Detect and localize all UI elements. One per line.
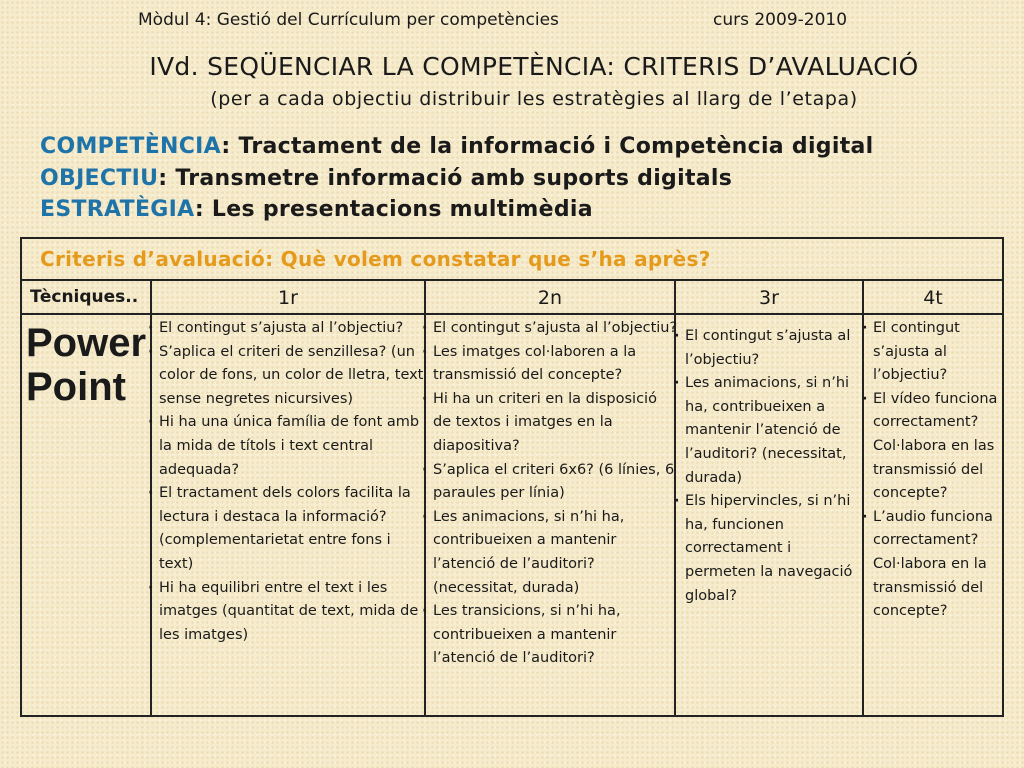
- cell-1r: [148, 317, 424, 647]
- list-item: · El contingut s’ajusta al l’objectiu?: [674, 325, 858, 372]
- cell-3r: [674, 325, 858, 608]
- competencia-key: COMPETÈNCIA: [40, 134, 222, 159]
- table-rule-header: [22, 313, 1002, 315]
- list-item: · El tractament dels colors facilita la lectura i destaca la informació? (complementarietat entre fons i text): [148, 482, 424, 576]
- objectiu-value: Transmetre informació amb suports digitals: [175, 166, 733, 191]
- list-item: · El contingut s’ajusta al l’objectiu?: [862, 317, 1002, 388]
- technique-line-2: Point: [26, 365, 126, 409]
- competencia-value: Tractament de la informació i Competència digital: [238, 134, 874, 159]
- list-item: · Les imatges col·laboren a la transmissió del concepte?: [422, 341, 678, 388]
- objectiu-key: OBJECTIU: [40, 166, 159, 191]
- table-rule-top: [22, 279, 1002, 281]
- list-item: · El contingut s’ajusta al l’objectiu?: [422, 317, 678, 341]
- list-item: · S’aplica el criteri 6x6? (6 línies, 6 paraules per línia): [422, 459, 678, 506]
- criteria-heading: Criteris d’avaluació: Què volem constatar que s’ha après?: [40, 247, 711, 271]
- slide-subtitle: (per a cada objectiu distribuir les estratègies al llarg de l’etapa): [210, 88, 858, 110]
- column-header-3r: 3r: [759, 287, 779, 309]
- column-header-1r: 1r: [278, 287, 298, 309]
- criteria-table: [20, 237, 1004, 717]
- list-item: · Hi ha una única família de font amb la mida de títols i text central adequada?: [148, 411, 424, 482]
- technique-line-1: Power: [26, 321, 147, 365]
- estrategia-value: Les presentacions multimèdia: [211, 197, 593, 222]
- list-item: · Hi ha equilibri entre el text i les imatges (quantitat de text, mida de les imatges): [148, 577, 424, 648]
- list-item: · Les animacions, si n’hi ha, contribueixen a mantenir l’atenció de l’auditori? (necessitat, durada): [674, 372, 858, 490]
- cell-4t: [862, 317, 1002, 624]
- slide-title: IVd. SEQÜENCIAR LA COMPETÈNCIA: CRITERIS D’AVALUACIÓ: [149, 52, 919, 81]
- list-item: · Hi ha un criteri en la disposició de textos i imatges en la diapositiva?: [422, 388, 678, 459]
- list-item: · S’aplica el criteri de senzillesa? (un color de fons, un color de lletra, text sense negretes nicursives): [148, 341, 424, 412]
- list-item: · El vídeo funciona correctament? Col·labora en las transmissió del concepte?: [862, 388, 1002, 506]
- module-title: Mòdul 4: Gestió del Currículum per competències: [138, 10, 559, 30]
- course-year: curs 2009-2010: [713, 10, 848, 30]
- column-header-4t: 4t: [923, 287, 943, 309]
- estrategia-line: ESTRATÈGIA: Les presentacions multimèdia: [40, 197, 593, 222]
- list-item: · Els hipervincles, si n’hi ha, funcionen correctament i permeten la navegació global?: [674, 490, 858, 608]
- list-item: · L’audio funciona correctament? Col·labora en la transmissió del concepte?: [862, 506, 1002, 624]
- competencia-line: COMPETÈNCIA: Tractament de la informació i Competència digital: [40, 134, 874, 159]
- list-item: · Les animacions, si n’hi ha, contribueixen a mantenir l’atenció de l’auditori? (necessitat, durada): [422, 506, 678, 600]
- technique-name: [26, 321, 146, 409]
- estrategia-key: ESTRATÈGIA: [40, 197, 195, 222]
- list-item: · Les transicions, si n’hi ha, contribueixen a mantenir l’atenció de l’auditori?: [422, 600, 678, 671]
- techniques-header: Tècniques..: [30, 287, 139, 307]
- objectiu-line: OBJECTIU: Transmetre informació amb suports digitals: [40, 166, 733, 191]
- slide-header: [0, 10, 1024, 34]
- list-item: · El contingut s’ajusta al l’objectiu?: [148, 317, 424, 341]
- column-header-2n: 2n: [537, 287, 563, 309]
- cell-2n: [422, 317, 678, 671]
